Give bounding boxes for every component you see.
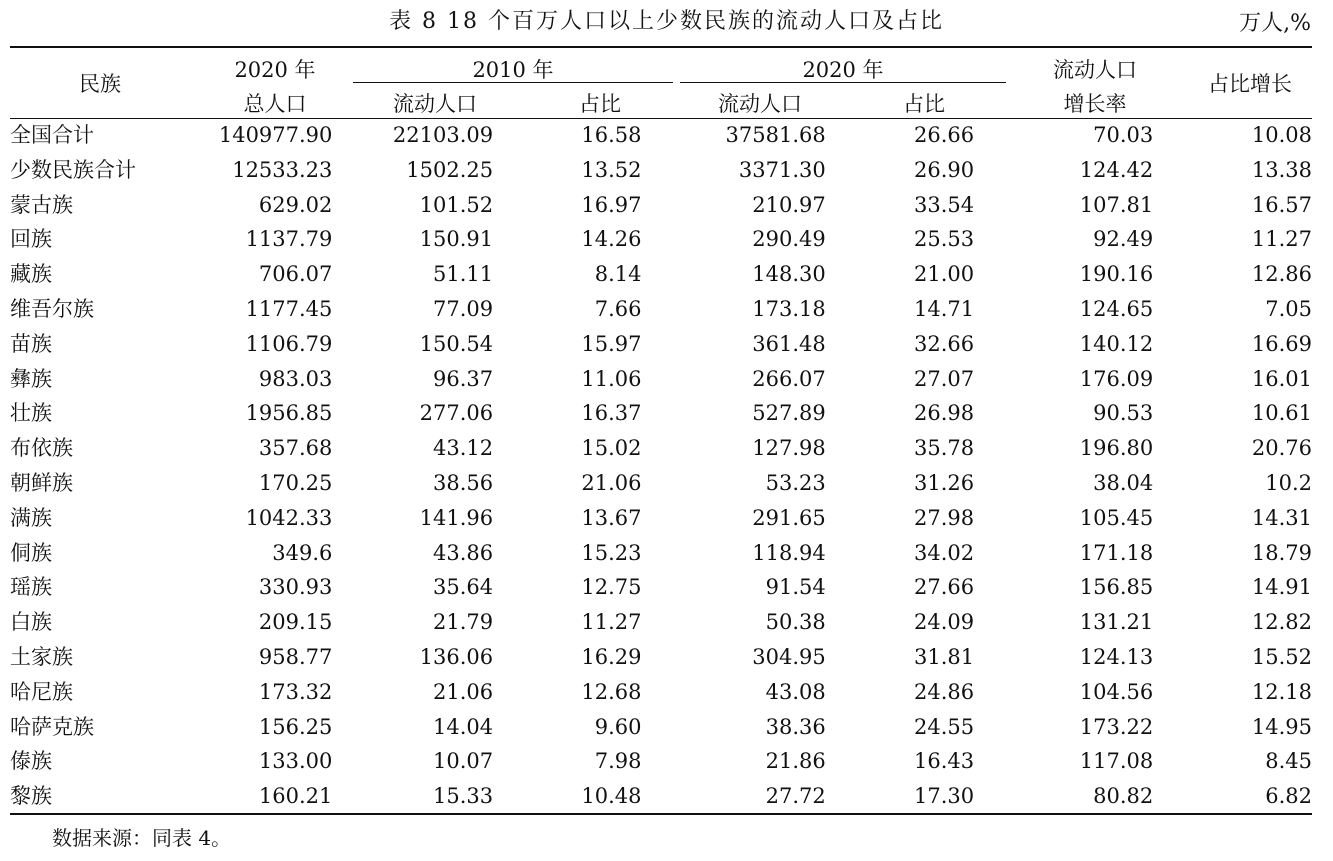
table-title: 表 8 18 个百万人口以上少数民族的流动人口及占比 xyxy=(389,9,944,34)
cell-migrant-2020: 210.97 xyxy=(752,192,826,217)
cell-ethnic-name: 白族 xyxy=(10,610,52,635)
cell-ethnic-name: 土家族 xyxy=(10,644,73,669)
cell-ethnic-name: 满族 xyxy=(10,505,52,530)
cell-migrant-2010: 21.79 xyxy=(432,610,494,635)
cell-ethnic-name: 维吾尔族 xyxy=(10,296,94,321)
cell-share-2020: 24.55 xyxy=(914,714,975,739)
cell-pop-2020: 357.68 xyxy=(258,436,333,461)
cell-growth-rate: 105.45 xyxy=(1079,505,1154,530)
header-2020-migrant: 流动人口 xyxy=(718,92,802,116)
unit-label: 万人,% xyxy=(1239,11,1311,36)
header-share-increase: 占比增长 xyxy=(1208,72,1292,96)
cell-share-2010: 7.66 xyxy=(594,296,642,321)
cell-migrant-2010: 22103.09 xyxy=(392,123,494,147)
cell-ethnic-name: 哈尼族 xyxy=(10,679,73,704)
table-row xyxy=(10,396,1312,431)
table-row xyxy=(10,257,1312,292)
cell-pop-2020: 140977.90 xyxy=(218,123,333,147)
cell-pop-2020: 706.07 xyxy=(258,262,333,287)
cell-migrant-2020: 127.98 xyxy=(752,436,826,461)
cell-growth-rate: 92.49 xyxy=(1093,227,1154,252)
cell-migrant-2020: 38.36 xyxy=(765,714,826,739)
table-row xyxy=(10,327,1312,362)
cell-growth-rate: 107.81 xyxy=(1079,192,1154,217)
cell-growth-rate: 196.80 xyxy=(1079,436,1154,461)
cell-share-2010: 9.60 xyxy=(594,714,642,739)
cell-migrant-2010: 14.04 xyxy=(432,714,494,739)
cell-migrant-2020: 91.54 xyxy=(765,575,826,600)
cell-migrant-2010: 21.06 xyxy=(432,679,494,704)
table-row xyxy=(10,431,1312,466)
cell-share-increase: 8.45 xyxy=(1265,749,1312,774)
cell-share-2010: 11.06 xyxy=(581,366,642,391)
cell-share-2010: 8.14 xyxy=(594,262,642,287)
cell-share-increase: 10.61 xyxy=(1251,401,1312,426)
cell-migrant-2020: 3371.30 xyxy=(738,157,826,182)
cell-share-increase: 12.82 xyxy=(1251,610,1312,635)
cell-share-2020: 26.98 xyxy=(914,401,975,426)
cell-growth-rate: 124.13 xyxy=(1079,644,1154,669)
cell-share-2010: 13.67 xyxy=(581,505,642,530)
table-row xyxy=(10,744,1312,779)
cell-migrant-2010: 10.07 xyxy=(432,749,494,774)
cell-growth-rate: 80.82 xyxy=(1093,784,1154,809)
cell-growth-rate: 171.18 xyxy=(1079,540,1154,565)
cell-growth-rate: 70.03 xyxy=(1093,123,1154,147)
cell-growth-rate: 131.21 xyxy=(1079,610,1154,635)
cell-share-2010: 16.97 xyxy=(581,192,642,217)
cell-share-2020: 17.30 xyxy=(914,784,975,809)
cell-growth-rate: 117.08 xyxy=(1079,749,1154,774)
cell-share-2020: 27.98 xyxy=(914,505,975,530)
table-row xyxy=(10,153,1312,188)
cell-pop-2020: 1177.45 xyxy=(245,296,333,321)
cell-share-2010: 15.97 xyxy=(581,331,642,356)
cell-share-2020: 33.54 xyxy=(914,192,975,217)
group-2010-rule xyxy=(353,82,673,83)
header-ethnic: 民族 xyxy=(79,72,121,96)
data-table xyxy=(10,118,1312,814)
cell-migrant-2010: 15.33 xyxy=(432,784,494,809)
cell-migrant-2020: 290.49 xyxy=(752,227,826,252)
cell-share-2010: 16.29 xyxy=(581,644,642,669)
cell-share-increase: 6.82 xyxy=(1265,784,1312,809)
cell-growth-rate: 140.12 xyxy=(1079,331,1154,356)
cell-share-2020: 25.53 xyxy=(914,227,975,252)
table-row xyxy=(10,362,1312,397)
cell-share-increase: 11.27 xyxy=(1251,227,1312,252)
cell-migrant-2020: 43.08 xyxy=(765,679,826,704)
cell-growth-rate: 156.85 xyxy=(1079,575,1154,600)
cell-share-2020: 27.66 xyxy=(914,575,975,600)
cell-migrant-2020: 50.38 xyxy=(765,610,826,635)
cell-ethnic-name: 朝鲜族 xyxy=(10,470,73,495)
source-note: 数据来源：同表 4。 xyxy=(52,826,232,850)
cell-migrant-2010: 1502.25 xyxy=(406,157,494,182)
cell-ethnic-name: 黎族 xyxy=(10,784,52,809)
cell-share-increase: 12.86 xyxy=(1251,262,1312,287)
table-row xyxy=(10,222,1312,257)
cell-migrant-2010: 150.54 xyxy=(419,331,494,356)
cell-share-increase: 18.79 xyxy=(1251,540,1312,565)
cell-migrant-2020: 527.89 xyxy=(752,401,826,426)
table-row xyxy=(10,292,1312,327)
cell-pop-2020: 170.25 xyxy=(258,470,333,495)
cell-migrant-2010: 150.91 xyxy=(419,227,494,252)
cell-migrant-2020: 53.23 xyxy=(765,470,826,495)
cell-share-2010: 21.06 xyxy=(581,470,642,495)
cell-ethnic-name: 回族 xyxy=(10,227,52,252)
cell-share-increase: 10.08 xyxy=(1251,123,1312,147)
cell-pop-2020: 160.21 xyxy=(258,784,333,809)
table-row xyxy=(10,779,1312,814)
table-row xyxy=(10,710,1312,745)
cell-share-increase: 15.52 xyxy=(1251,644,1312,669)
cell-growth-rate: 124.65 xyxy=(1079,296,1154,321)
cell-share-2020: 35.78 xyxy=(914,436,975,461)
header-pop2020-total: 总人口 xyxy=(243,92,307,116)
cell-pop-2020: 629.02 xyxy=(258,192,333,217)
cell-pop-2020: 156.25 xyxy=(258,714,333,739)
cell-share-2010: 15.23 xyxy=(581,540,642,565)
cell-share-increase: 16.69 xyxy=(1251,331,1312,356)
header-group-2020: 2020 年 xyxy=(802,58,884,82)
cell-migrant-2010: 43.86 xyxy=(432,540,494,565)
cell-share-increase: 14.31 xyxy=(1251,505,1312,530)
cell-ethnic-name: 蒙古族 xyxy=(10,192,73,217)
cell-migrant-2010: 277.06 xyxy=(419,401,494,426)
cell-share-2010: 15.02 xyxy=(581,436,642,461)
cell-ethnic-name: 彝族 xyxy=(10,366,52,391)
cell-ethnic-name: 全国合计 xyxy=(10,123,94,147)
cell-pop-2020: 1137.79 xyxy=(245,227,333,252)
cell-pop-2020: 173.32 xyxy=(258,679,333,704)
header-2020-share: 占比 xyxy=(903,92,945,116)
cell-share-2020: 27.07 xyxy=(914,366,975,391)
cell-ethnic-name: 藏族 xyxy=(10,262,52,287)
table-row xyxy=(10,675,1312,710)
table-row xyxy=(10,570,1312,605)
cell-pop-2020: 958.77 xyxy=(258,644,333,669)
cell-migrant-2020: 173.18 xyxy=(752,296,826,321)
cell-pop-2020: 983.03 xyxy=(258,366,333,391)
cell-migrant-2020: 291.65 xyxy=(752,505,826,530)
cell-pop-2020: 1956.85 xyxy=(245,401,333,426)
cell-migrant-2010: 101.52 xyxy=(419,192,494,217)
table-row xyxy=(10,605,1312,640)
cell-share-2010: 11.27 xyxy=(581,610,642,635)
cell-share-2020: 31.81 xyxy=(914,644,975,669)
cell-ethnic-name: 哈萨克族 xyxy=(10,714,94,739)
cell-migrant-2020: 266.07 xyxy=(752,366,826,391)
cell-share-2020: 16.43 xyxy=(914,749,975,774)
top-rule xyxy=(10,46,1312,48)
cell-growth-rate: 90.53 xyxy=(1093,401,1154,426)
cell-share-2020: 31.26 xyxy=(914,470,975,495)
cell-ethnic-name: 少数民族合计 xyxy=(10,157,136,182)
cell-migrant-2010: 96.37 xyxy=(432,366,494,391)
cell-pop-2020: 12533.23 xyxy=(232,157,333,182)
cell-share-increase: 20.76 xyxy=(1251,436,1312,461)
cell-share-increase: 12.18 xyxy=(1251,679,1312,704)
cell-migrant-2010: 38.56 xyxy=(432,470,494,495)
cell-ethnic-name: 壮族 xyxy=(10,401,52,426)
cell-migrant-2010: 51.11 xyxy=(432,262,494,287)
cell-share-increase: 10.2 xyxy=(1265,470,1312,495)
table-row xyxy=(10,501,1312,536)
cell-migrant-2020: 118.94 xyxy=(752,540,826,565)
cell-share-increase: 13.38 xyxy=(1251,157,1312,182)
cell-ethnic-name: 苗族 xyxy=(10,331,52,356)
cell-share-2020: 14.71 xyxy=(914,296,975,321)
cell-share-increase: 16.57 xyxy=(1251,192,1312,217)
cell-migrant-2010: 77.09 xyxy=(432,296,494,321)
group-2020-rule xyxy=(680,82,1006,83)
cell-migrant-2010: 35.64 xyxy=(432,575,494,600)
cell-growth-rate: 104.56 xyxy=(1079,679,1154,704)
cell-growth-rate: 190.16 xyxy=(1079,262,1154,287)
header-growth-line2: 增长率 xyxy=(1063,92,1127,116)
cell-share-2020: 26.90 xyxy=(914,157,975,182)
cell-share-2020: 26.66 xyxy=(914,123,975,147)
header-pop2020-year: 2020 年 xyxy=(234,58,316,82)
cell-share-2020: 24.09 xyxy=(914,610,975,635)
cell-growth-rate: 176.09 xyxy=(1079,366,1154,391)
cell-pop-2020: 1106.79 xyxy=(245,331,333,356)
cell-ethnic-name: 布依族 xyxy=(10,436,73,461)
cell-share-2020: 21.00 xyxy=(914,262,975,287)
header-group-2010: 2010 年 xyxy=(472,58,554,82)
cell-share-increase: 7.05 xyxy=(1265,296,1312,321)
cell-ethnic-name: 瑶族 xyxy=(10,575,52,600)
cell-migrant-2010: 43.12 xyxy=(432,436,494,461)
cell-share-2020: 34.02 xyxy=(914,540,975,565)
cell-migrant-2010: 136.06 xyxy=(419,644,494,669)
table-row xyxy=(10,118,1312,153)
cell-migrant-2020: 148.30 xyxy=(752,262,826,287)
cell-share-2020: 24.86 xyxy=(914,679,975,704)
cell-share-2010: 14.26 xyxy=(581,227,642,252)
cell-share-2010: 12.68 xyxy=(581,679,642,704)
cell-migrant-2020: 27.72 xyxy=(765,784,826,809)
header-2010-share: 占比 xyxy=(579,92,621,116)
cell-growth-rate: 38.04 xyxy=(1093,470,1154,495)
cell-ethnic-name: 傣族 xyxy=(10,749,52,774)
header-2010-migrant: 流动人口 xyxy=(393,92,477,116)
bottom-rule xyxy=(10,813,1312,815)
cell-migrant-2020: 361.48 xyxy=(752,331,826,356)
cell-pop-2020: 349.6 xyxy=(272,540,333,565)
cell-migrant-2020: 37581.68 xyxy=(725,123,826,147)
cell-share-2010: 12.75 xyxy=(581,575,642,600)
cell-share-increase: 16.01 xyxy=(1251,366,1312,391)
table-row xyxy=(10,640,1312,675)
table-row xyxy=(10,466,1312,501)
cell-share-increase: 14.95 xyxy=(1251,714,1312,739)
table-row xyxy=(10,536,1312,571)
cell-share-2010: 7.98 xyxy=(594,749,642,774)
cell-share-2010: 13.52 xyxy=(581,157,642,182)
cell-migrant-2010: 141.96 xyxy=(419,505,494,530)
header-growth-line1: 流动人口 xyxy=(1053,58,1137,82)
cell-pop-2020: 133.00 xyxy=(258,749,333,774)
cell-share-2010: 16.37 xyxy=(581,401,642,426)
cell-pop-2020: 330.93 xyxy=(258,575,333,600)
cell-share-2010: 10.48 xyxy=(581,784,642,809)
cell-migrant-2020: 304.95 xyxy=(752,644,826,669)
cell-ethnic-name: 侗族 xyxy=(10,540,52,565)
cell-pop-2020: 209.15 xyxy=(258,610,333,635)
cell-migrant-2020: 21.86 xyxy=(765,749,826,774)
cell-share-2020: 32.66 xyxy=(914,331,975,356)
cell-growth-rate: 173.22 xyxy=(1079,714,1154,739)
cell-growth-rate: 124.42 xyxy=(1079,157,1154,182)
cell-share-increase: 14.91 xyxy=(1251,575,1312,600)
table-row xyxy=(10,188,1312,223)
cell-share-2010: 16.58 xyxy=(581,123,642,147)
cell-pop-2020: 1042.33 xyxy=(245,505,333,530)
